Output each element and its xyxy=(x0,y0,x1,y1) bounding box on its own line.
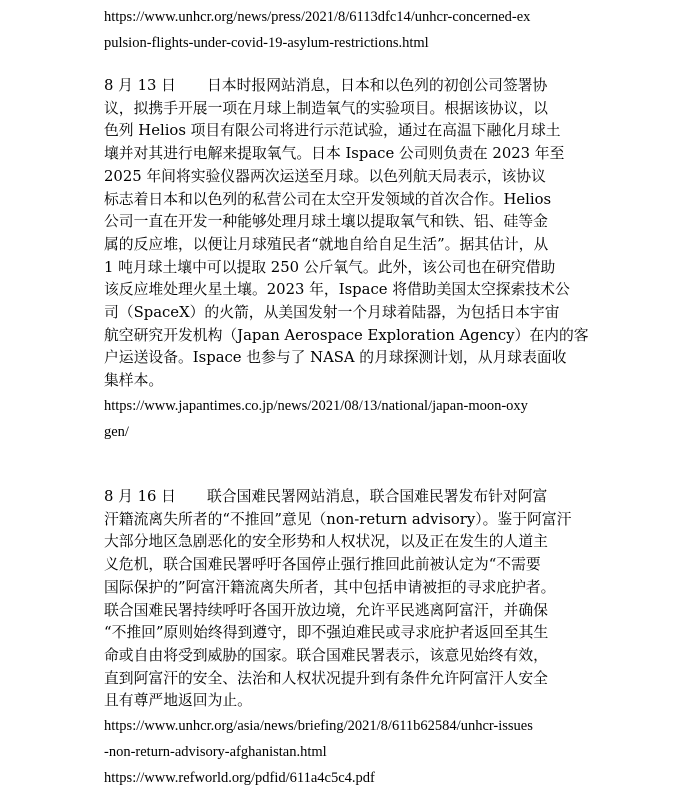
entry-first-line xyxy=(104,75,589,98)
source-link-block xyxy=(104,4,530,56)
entry-text-line: 国际保护的”阿富汗籍流离失所者，其中包括申请被拒的寻求庇护者。 xyxy=(104,578,556,596)
entry-text-line: 该反应堆处理火星土壤。2023 年，Ispace 将借助美国太空探索技术公 xyxy=(104,281,570,299)
source-link-line[interactable]: pulsion-flights-under-covid-19-asylum-restrictions.html xyxy=(104,35,429,51)
entry-date: 8 月 16 日 xyxy=(104,488,176,505)
entry-text-line: 色列 Helios 项目有限公司将进行示范试验，通过在高温下融化月球土 xyxy=(104,122,561,140)
entry-text-line: 司（SpaceX）的火箭，从美国发射一个月球着陆器，为包括日本宇宙 xyxy=(104,304,560,322)
entry-text-line: 壤并对其进行电解来提取氧气。日本 Ispace 公司则负责在 2023 年至 xyxy=(104,145,565,163)
entry-text-line: 属的反应堆，以便让月球殖民者“就地自给自足生活”。据其估计，从 xyxy=(104,235,549,253)
source-link-line[interactable]: https://www.unhcr.org/asia/news/briefing/2021/8/611b62584/unhcr-issues xyxy=(104,718,533,735)
entry-text-line: 命或自由将受到威胁的国家。联合国难民署表示，该意见始终有效， xyxy=(104,646,548,664)
entry-text-line: 联合国难民署持续呼吁各国开放边境，允许平民逃离阿富汗，并确保 xyxy=(104,601,548,619)
entry-text-line: “不推回”原则始终得到遵守，即不强迫难民或寻求庇护者返回至其生 xyxy=(104,624,549,642)
source-link-line[interactable]: -non-return-advisory-afghanistan.html xyxy=(104,744,327,761)
news-entry-aug-13 xyxy=(104,75,589,445)
entry-text: 联合国难民署网站消息，联合国难民署发布针对阿富 xyxy=(207,488,548,505)
entry-text: 日本时报网站消息，日本和以色列的初创公司签署协 xyxy=(207,77,548,94)
entry-text-line: 汗籍流离失所者的“不推回”意见（non-return advisory）。鉴于阿富汗 xyxy=(104,510,572,528)
entry-text-line: 公司一直在开发一种能够处理月球土壤以提取氧气和铁、铝、硅等金 xyxy=(104,213,548,231)
entry-text-line: 大部分地区急剧恶化的安全形势和人权状况，以及正在发生的人道主 xyxy=(104,533,548,551)
entry-text-line: 2025 年间将实验仪器两次运送至月球。以色列航天局表示，该协议 xyxy=(104,167,546,185)
source-link-line[interactable]: gen/ xyxy=(104,423,129,440)
entry-text-line: 户运送设备。Ispace 也参与了 NASA 的月球探测计划，从月球表面收 xyxy=(104,349,567,367)
news-entry-aug-16 xyxy=(104,486,571,791)
source-link-line[interactable]: https://www.japantimes.co.jp/news/2021/08/13/national/japan-moon-oxy xyxy=(104,397,528,414)
entry-text-line: 义危机，联合国难民署呼吁各国停止强行推回此前被认定为“不需要 xyxy=(104,556,541,574)
entry-text-line: 直到阿富汗的安全、法治和人权状况提升到有条件允许阿富汗人安全 xyxy=(104,669,548,687)
entry-text-line: 集样本。 xyxy=(104,372,164,390)
entry-text-line: 1 吨月球土壤中可以提取 250 公斤氧气。此外，该公司也在研究借助 xyxy=(104,258,556,276)
entry-first-line xyxy=(104,486,571,509)
entry-text-line: 议，拟携手开展一项在月球上制造氧气的实验项目。根据该协议，以 xyxy=(104,99,548,117)
entry-text-line: 航空研究开发机构（Japan Aerospace Exploration Agency）在内的客 xyxy=(104,326,589,344)
entry-text-line: 标志着日本和以色列的私营公司在太空开发领域的首次合作。Helios xyxy=(104,190,552,208)
entry-text-line: 且有尊严地返回为止。 xyxy=(104,692,252,710)
entry-date: 8 月 13 日 xyxy=(104,77,176,94)
source-link-line[interactable]: https://www.unhcr.org/news/press/2021/8/6113dfc14/unhcr-concerned-ex xyxy=(104,9,531,25)
source-link-line[interactable]: https://www.refworld.org/pdfid/611a4c5c4.pdf xyxy=(104,770,375,787)
